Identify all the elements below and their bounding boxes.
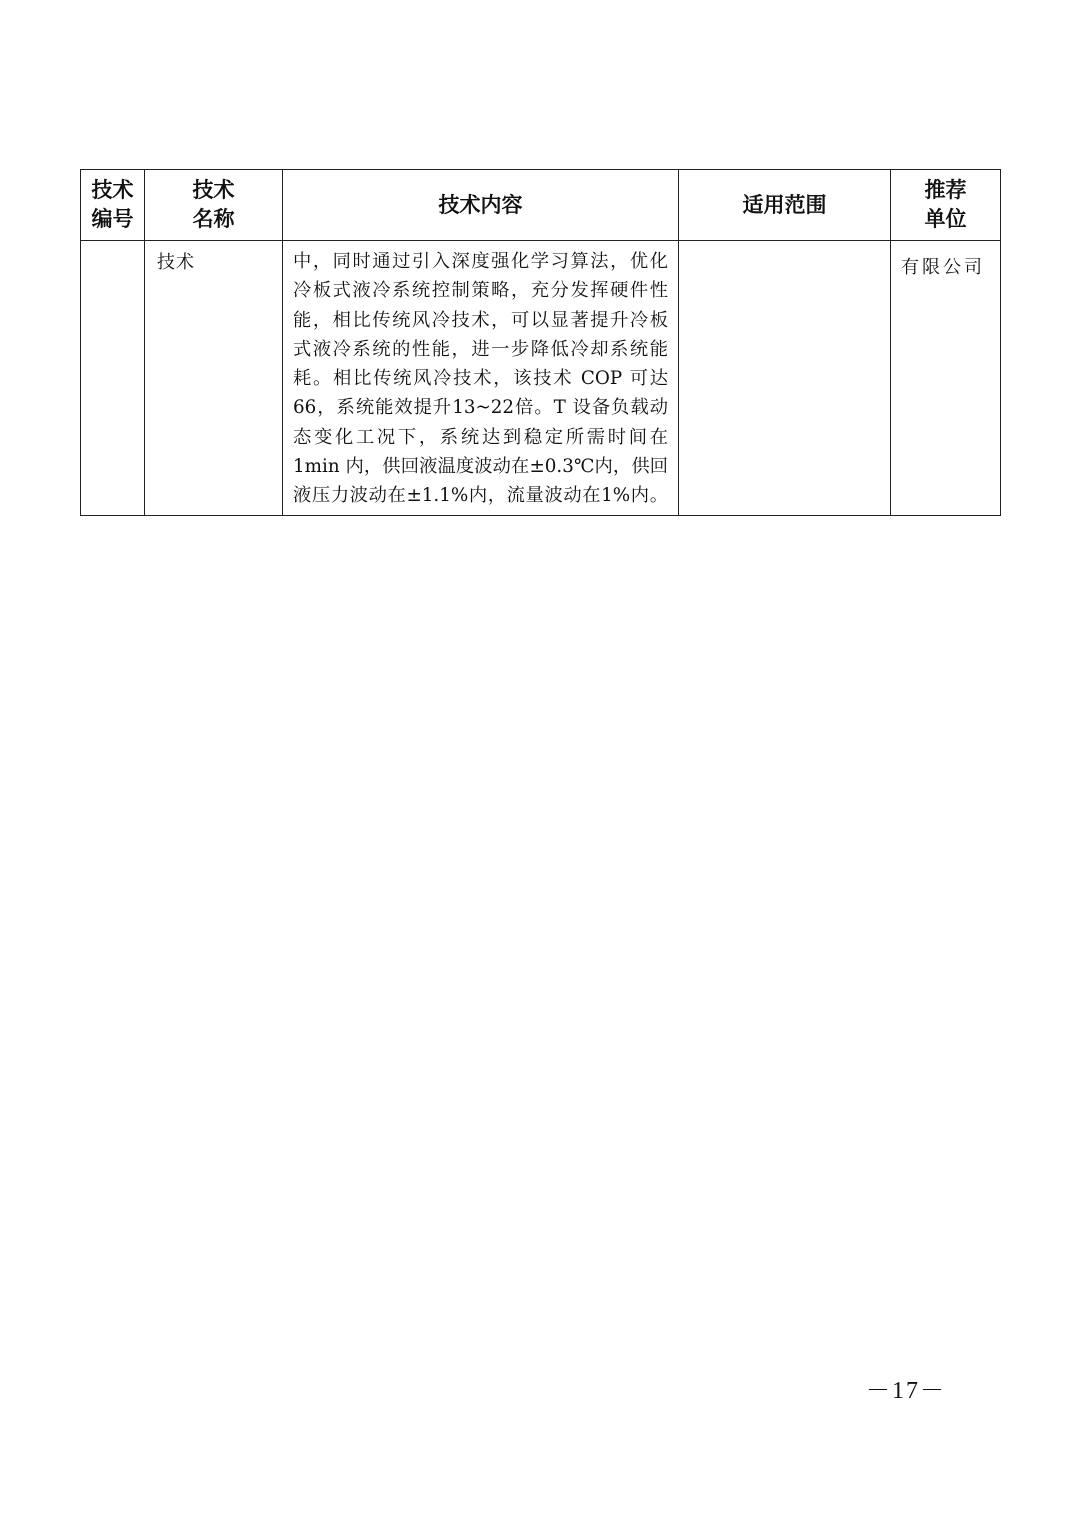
header-tech-name: 技术 名称: [145, 170, 283, 241]
header-recommending-unit: 推荐 单位: [891, 170, 1001, 241]
cell-application-scope: [679, 241, 891, 516]
cell-tech-number: [81, 241, 145, 516]
content-line: 耗。相比传统风冷技术，该技术 COP 可达: [293, 368, 668, 390]
content-line: 1min 内，供回液温度波动在±0.3℃内，供回: [293, 456, 668, 478]
content-line: 冷板式液冷系统控制策略，充分发挥硬件性: [293, 280, 668, 302]
content-line: 式液冷系统的性能，进一步降低冷却系统能: [293, 338, 668, 360]
header-tech-content: 技术内容: [283, 170, 679, 241]
cell-recommending-unit: 有限公司: [891, 241, 1001, 516]
cell-tech-content: [283, 241, 679, 516]
table-header-row: [81, 170, 1001, 241]
header-application-scope: 适用范围: [679, 170, 891, 241]
header-tech-number: 技术 编号: [81, 170, 145, 241]
content-line: 中，同时通过引入深度强化学习算法，优化: [293, 251, 668, 272]
table-row: [81, 241, 1001, 516]
content-line: 液压力波动在±1.1%内，流量波动在1%内。: [293, 485, 668, 507]
content-line: 态变化工况下，系统达到稳定所需时间在: [293, 426, 668, 448]
cell-tech-name: 技术: [145, 241, 283, 516]
content-line: 66，系统能效提升13~22倍。T 设备负载动: [293, 397, 668, 419]
page-number: －17－: [866, 1378, 946, 1404]
technology-table: [80, 169, 1001, 516]
content-line: 能，相比传统风冷技术，可以显著提升冷板: [293, 309, 668, 331]
